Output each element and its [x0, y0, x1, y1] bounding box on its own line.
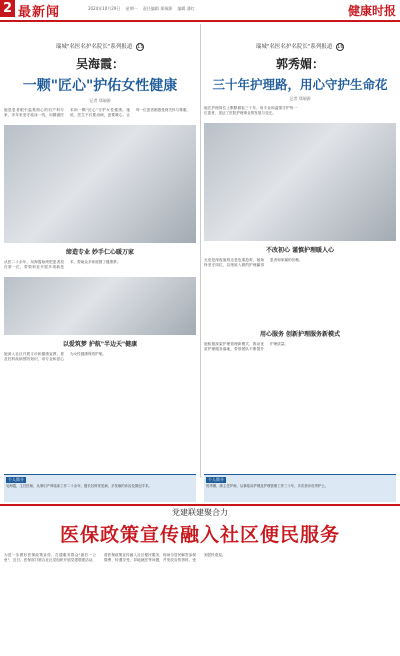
article-body-3: 她积极探索护理管理新模式，推动优质护理服务落地，带领团队不断提升护理质量。	[204, 341, 288, 352]
article-photo	[4, 125, 196, 243]
profile-text: 郭秀媚，副主任护师，从事临床护理及护理管理工作三十年，多次获评优秀护士。	[206, 484, 329, 488]
article-body: 她在护理岗位上默默耕耘三十年，用专业和温情守护每一位患者，见证了医院护理事业的发展与变迁。	[204, 106, 297, 116]
masthead-meta	[88, 6, 199, 12]
masthead-weekday: 星期一	[125, 6, 138, 11]
profile-tag: 个人简介	[8, 477, 24, 482]
article-headline-name: 吴海霞：	[75, 57, 124, 71]
article-body-2: 从医二十余年，吴海霞始终把患者放在第一位，带领科室开展多项新技术，帮助众多家庭圆了健康梦。	[4, 259, 121, 270]
article-bottom	[4, 505, 396, 564]
profile-box-right	[204, 474, 396, 502]
article-body-2: 无论是深夜值班还是危重抢救，她始终坚守岗位，以细致入微的护理赢得患者和家属的信赖。	[204, 257, 303, 268]
article-kicker	[204, 42, 396, 51]
article-body: 她是患者眼中温柔细心的妇产科专家，多年来坚守临床一线，用精湛医术和一颗"匠心"守护女性健康。她说，医生不仅要治病，更要暖心，让每一位患者都感受到关怀与尊重。	[4, 108, 190, 118]
article-headline: 三十年护理路，用心守护生命花	[212, 77, 388, 92]
article-kicker	[4, 42, 196, 51]
article-photo	[204, 123, 396, 241]
article-right	[204, 24, 396, 352]
article-byline: 记者 郑瑞源	[289, 96, 311, 101]
page-number: 2	[0, 0, 15, 17]
column-divider	[200, 24, 201, 477]
masthead-rule	[0, 20, 400, 22]
section-title: 最新闻	[18, 5, 61, 20]
article-subhead: 以爱筑梦 护航"半边天"健康	[62, 340, 138, 348]
masthead-editor: 责任编辑 郑瑞源	[142, 6, 173, 11]
article-kicker: 党建联建聚合力	[172, 508, 228, 517]
article-photo-2	[4, 277, 196, 335]
article-body-3: 她深入社区开展义诊和健康宣教，普及妇科疾病预防知识，用专业和爱心为女性健康保驾护航。	[4, 351, 106, 362]
masthead	[0, 0, 400, 20]
kicker-text: 瑞城"名医名护名院长"系列报道	[55, 44, 133, 50]
article-headline-name: 郭秀媚：	[275, 57, 324, 71]
series-number: 15	[137, 44, 144, 50]
masthead-date: 2024年10月29日	[88, 6, 121, 11]
series-number: 16	[337, 44, 344, 50]
photo-caption: 缔造专业 妙手仁心暖万家	[65, 248, 135, 256]
article-byline: 记者 郑瑞源	[89, 98, 111, 103]
article-left	[4, 24, 196, 362]
newspaper-brand: 健康时报	[347, 4, 396, 18]
article-subhead-2: 用心服务 创新护理服务新模式	[259, 330, 341, 338]
article-subhead: 不改初心 谨慎护理暖人心	[265, 246, 335, 254]
article-body: 为进一步做好医保政策宣传，打通服务群众"最后一公里"，近日，医保部门联合社区党组织开展党建联建活动，将医保政策宣传融入社区便民服务，现场为居民解答参保缴费、待遇享受、异地就医等问题，并发放宣传资料，受到居民欢迎。	[4, 553, 226, 563]
profile-box-left	[4, 474, 196, 502]
masthead-editor-2: 编辑 潘红	[177, 6, 195, 11]
profile-tag: 个人简介	[208, 477, 224, 482]
article-headline: 一颗"匠心"护佑女性健康	[22, 78, 178, 94]
profile-text: 吴海霞，主任医师，从事妇产科临床工作二十余年，擅长妇科常见病、多发病的诊治及微创手术。	[6, 484, 152, 488]
kicker-text: 瑞城"名医名护名院长"系列报道	[255, 44, 333, 50]
article-headline: 医保政策宣传融入社区便民服务	[59, 524, 340, 546]
